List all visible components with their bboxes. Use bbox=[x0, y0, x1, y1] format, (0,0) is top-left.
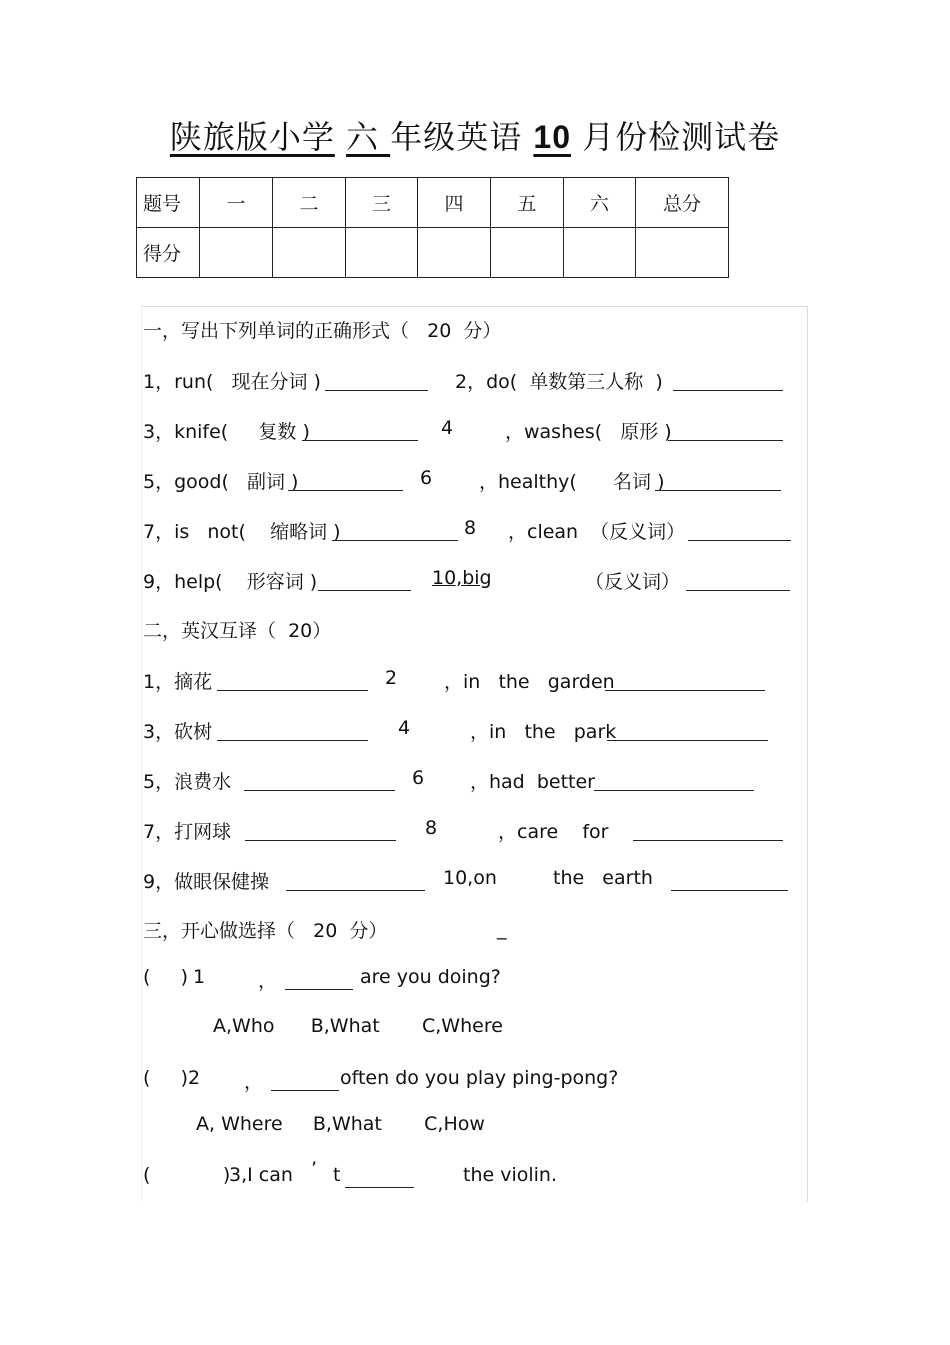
answer-blank[interactable] bbox=[325, 390, 428, 391]
answer-blank[interactable] bbox=[688, 540, 791, 541]
score-cell[interactable] bbox=[636, 228, 729, 278]
answer-blank[interactable] bbox=[288, 490, 403, 491]
answer-blank[interactable] bbox=[607, 740, 768, 741]
answer-blank[interactable] bbox=[271, 1090, 339, 1091]
score-header-cell: 四 bbox=[418, 178, 491, 228]
s2-item-left: 9，做眼保健操 bbox=[143, 871, 270, 893]
q-answer-paren[interactable]: ( ) bbox=[143, 1164, 231, 1186]
page-title bbox=[0, 112, 950, 158]
s2-item-num: 6 bbox=[412, 767, 425, 789]
section1-heading: 一，写出下列单词的正确形式（ 20 分） bbox=[143, 320, 502, 342]
s1-item-num: 8 bbox=[464, 517, 477, 539]
s2-item-right: ，had better bbox=[470, 771, 595, 793]
s2-item-num: 2 bbox=[385, 667, 398, 689]
q-text: are you doing? bbox=[360, 966, 501, 988]
score-header-cell: 二 bbox=[273, 178, 346, 228]
s2-item-left: 5，浪费水 bbox=[143, 771, 232, 793]
s1-item-right: ，healthy( 名词 ) bbox=[479, 471, 665, 493]
answer-blank[interactable] bbox=[605, 690, 765, 691]
answer-blank[interactable] bbox=[302, 440, 418, 441]
score-cell[interactable] bbox=[273, 228, 346, 278]
title-grade: 六 bbox=[346, 118, 391, 156]
score-table-header-row bbox=[137, 178, 729, 228]
q-apostrophe: ’ bbox=[311, 1158, 318, 1180]
answer-blank[interactable] bbox=[217, 740, 368, 741]
q-options[interactable]: A, Where B,What C,How bbox=[196, 1113, 485, 1135]
answer-blank[interactable] bbox=[244, 790, 395, 791]
s1-item-right: ，clean （反义词） bbox=[508, 521, 686, 543]
score-cell[interactable] bbox=[346, 228, 418, 278]
answer-blank[interactable] bbox=[668, 440, 783, 441]
score-table bbox=[136, 177, 729, 278]
score-cell[interactable] bbox=[200, 228, 273, 278]
title-month: 10 bbox=[533, 119, 571, 155]
score-cell[interactable] bbox=[564, 228, 636, 278]
q-number: 3,I can bbox=[229, 1164, 293, 1186]
score-header-cell: 一 bbox=[200, 178, 273, 228]
score-table-score-row bbox=[137, 228, 729, 278]
q-text: often do you play ping-pong? bbox=[340, 1067, 619, 1089]
s1-item-right: （反义词） bbox=[585, 571, 681, 593]
s2-item-right: ，in the park bbox=[470, 721, 617, 743]
score-cell[interactable] bbox=[418, 228, 491, 278]
s2-item-right: the earth bbox=[553, 867, 653, 889]
s1-item-left: 5，good( 副词 ) bbox=[143, 471, 299, 493]
answer-blank[interactable] bbox=[332, 540, 458, 541]
section2-heading: 二，英汉互译（ 20） bbox=[143, 620, 332, 642]
s2-item-num: 4 bbox=[398, 717, 411, 739]
q-answer-paren[interactable]: ( ) bbox=[143, 1067, 189, 1089]
score-header-cell: 题号 bbox=[137, 178, 200, 228]
answer-blank[interactable] bbox=[286, 890, 425, 891]
s2-item-left: 3，砍树 bbox=[143, 721, 213, 743]
score-row-label: 得分 bbox=[137, 228, 200, 278]
q-options[interactable]: A,Who B,What C,Where bbox=[213, 1015, 503, 1037]
s2-item-right: ，in the garden bbox=[444, 671, 615, 693]
s2-item-right: ，care for bbox=[498, 821, 609, 843]
s1-item-left: 1，run( 现在分词 ) bbox=[143, 371, 321, 393]
title-part3: 月份检测试卷 bbox=[582, 118, 781, 156]
s1-item-right: 2，do( 单数第三人称 ) bbox=[455, 371, 663, 393]
answer-blank[interactable] bbox=[673, 390, 783, 391]
title-part2: 年级英语 bbox=[390, 118, 523, 156]
answer-blank[interactable] bbox=[318, 590, 411, 591]
q-text-pre: t bbox=[333, 1164, 341, 1186]
s2-item-num: 8 bbox=[425, 817, 438, 839]
score-header-cell: 三 bbox=[346, 178, 418, 228]
score-header-cell: 五 bbox=[491, 178, 564, 228]
score-header-cell: 总分 bbox=[636, 178, 729, 228]
answer-blank[interactable] bbox=[655, 490, 781, 491]
s1-item-num: 6 bbox=[420, 467, 433, 489]
answer-blank[interactable] bbox=[217, 690, 368, 691]
answer-blank[interactable] bbox=[345, 1187, 414, 1188]
score-header-cell: 六 bbox=[564, 178, 636, 228]
s2-item-left: 1，摘花 bbox=[143, 671, 213, 693]
answer-blank[interactable] bbox=[594, 790, 754, 791]
answer-blank[interactable] bbox=[633, 840, 783, 841]
answer-blank[interactable] bbox=[671, 890, 788, 891]
score-cell[interactable] bbox=[491, 228, 564, 278]
s1-item-left: 3，knife( 复数 ) bbox=[143, 421, 310, 443]
q-answer-paren[interactable]: ( ) bbox=[143, 966, 189, 988]
s2-item-left: 7，打网球 bbox=[143, 821, 232, 843]
q-text: the violin. bbox=[463, 1164, 558, 1186]
s1-item-right: ，washes( 原形 ) bbox=[505, 421, 672, 443]
s1-item-num: 10,big bbox=[432, 567, 492, 589]
s1-item-num: 4 bbox=[441, 417, 454, 439]
answer-blank[interactable] bbox=[686, 590, 790, 591]
answer-blank[interactable] bbox=[245, 840, 396, 841]
stray-mark: _ bbox=[497, 918, 507, 940]
q-number: 1 bbox=[193, 966, 206, 988]
q-comma: ， bbox=[244, 1071, 264, 1093]
title-part1: 陕旅版小学 bbox=[169, 118, 335, 156]
s1-item-left: 9，help( 形容词 ) bbox=[143, 571, 318, 593]
section3-heading: 三，开心做选择（ 20 分） bbox=[143, 920, 388, 942]
s1-item-left: 7，is not( 缩略词 ) bbox=[143, 521, 341, 543]
q-number: 2 bbox=[188, 1067, 201, 1089]
answer-blank[interactable] bbox=[285, 989, 353, 990]
s2-item-num: 10,on bbox=[443, 867, 497, 889]
q-comma: ， bbox=[258, 970, 278, 992]
